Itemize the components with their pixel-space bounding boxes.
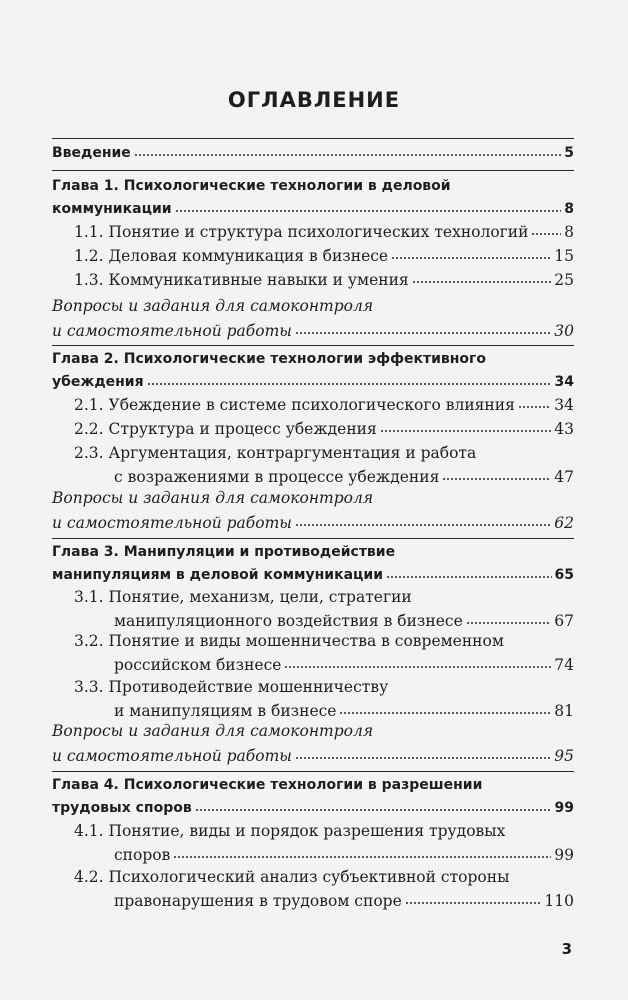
- dot-leader: [295, 330, 551, 336]
- entry-title: 1.1. Понятие и структура психологических технологий: [74, 223, 529, 241]
- entry-page: 67: [554, 612, 574, 630]
- entry-title: 2.3. Аргументация, контраргументация и работа: [74, 444, 477, 462]
- entry-title: 2.2. Структура и процесс убеждения: [74, 420, 377, 438]
- entry-page: 15: [554, 247, 574, 265]
- dot-leader: [134, 152, 561, 158]
- entry-page: 47: [554, 468, 574, 486]
- toc-entry-chapter-1[interactable]: [52, 176, 574, 220]
- dot-leader: [391, 255, 551, 261]
- entry-title: 2.1. Убеждение в системе психологического влияния: [74, 396, 515, 414]
- entry-title: Глава 4. Психологические технологии в разрешении: [52, 777, 483, 793]
- entry-page: 81: [554, 702, 574, 720]
- toc-entry-intro[interactable]: [52, 143, 574, 165]
- divider: [52, 170, 574, 171]
- entry-title: Глава 1. Психологические технологии в деловой: [52, 178, 451, 194]
- entry-page: 34: [554, 396, 574, 414]
- divider: [52, 138, 574, 139]
- entry-title: 3.3. Противодействие мошенничеству: [74, 678, 389, 696]
- toc-entry-questions-1[interactable]: [52, 296, 574, 344]
- entry-page: 8: [564, 223, 574, 241]
- entry-page: 65: [554, 567, 574, 583]
- entry-title: Вопросы и задания для самоконтроля: [52, 722, 374, 740]
- entry-title-cont: российском бизнесе: [114, 656, 282, 674]
- toc-entry-section-1-3[interactable]: [74, 270, 574, 292]
- divider: [52, 538, 574, 539]
- dot-leader: [195, 807, 552, 813]
- entry-page: 5: [564, 145, 574, 161]
- divider: [52, 771, 574, 772]
- toc-entry-section-3-1[interactable]: [74, 587, 574, 633]
- entry-page: 30: [554, 322, 574, 340]
- entry-title: 4.1. Понятие, виды и порядок разрешения трудовых: [74, 822, 506, 840]
- dot-leader: [442, 476, 551, 482]
- entry-page: 62: [554, 514, 574, 532]
- entry-title: 1.3. Коммуникативные навыки и умения: [74, 271, 409, 289]
- entry-title-cont: споров: [114, 846, 171, 864]
- toc-entry-questions-3[interactable]: [52, 721, 574, 769]
- entry-title: 1.2. Деловая коммуникация в бизнесе: [74, 247, 389, 265]
- toc-entry-section-4-2[interactable]: [74, 867, 574, 913]
- entry-page: 95: [554, 747, 574, 765]
- entry-title-cont: манипуляциям в деловой коммуникации: [52, 567, 384, 583]
- dot-leader: [518, 404, 551, 410]
- dot-leader: [295, 522, 551, 528]
- entry-page: 99: [554, 800, 574, 816]
- dot-leader: [284, 664, 551, 670]
- toc-entry-section-2-1[interactable]: [74, 395, 574, 417]
- entry-title-cont: и самостоятельной работы: [52, 514, 292, 532]
- toc-entry-section-3-2[interactable]: [74, 631, 574, 677]
- page-title: ОГЛАВЛЕНИЕ: [227, 88, 401, 112]
- entry-title-cont: и самостоятельной работы: [52, 322, 292, 340]
- toc-entry-section-4-1[interactable]: [74, 821, 574, 867]
- dot-leader: [466, 620, 552, 626]
- dot-leader: [380, 428, 552, 434]
- page-number: 3: [561, 940, 572, 958]
- entry-title-cont: убеждения: [52, 374, 144, 390]
- dot-leader: [295, 755, 551, 761]
- toc-entry-section-3-3[interactable]: [74, 677, 574, 723]
- entry-title-cont: трудовых споров: [52, 800, 192, 816]
- toc-entry-questions-2[interactable]: [52, 488, 574, 536]
- entry-page: 43: [554, 420, 574, 438]
- entry-title: 3.1. Понятие, механизм, цели, стратегии: [74, 588, 412, 606]
- entry-title-cont: с возражениями в процессе убеждения: [114, 468, 440, 486]
- dot-leader: [339, 710, 551, 716]
- dot-leader: [386, 574, 551, 580]
- entry-title: Вопросы и задания для самоконтроля: [52, 489, 374, 507]
- entry-page: 8: [564, 201, 574, 217]
- dot-leader: [173, 854, 551, 860]
- toc-entry-chapter-4[interactable]: [52, 775, 574, 819]
- entry-page: 99: [554, 846, 574, 864]
- entry-title: Вопросы и задания для самоконтроля: [52, 297, 374, 315]
- entry-title-cont: и самостоятельной работы: [52, 747, 292, 765]
- entry-page: 34: [554, 374, 574, 390]
- entry-title: 4.2. Психологический анализ субъективной стороны: [74, 868, 510, 886]
- dot-leader: [412, 279, 552, 285]
- dot-leader: [147, 381, 552, 387]
- dot-leader: [531, 231, 561, 237]
- entry-page: 74: [554, 656, 574, 674]
- divider: [52, 345, 574, 346]
- entry-title: Глава 2. Психологические технологии эффективного: [52, 351, 486, 367]
- toc-entry-chapter-3[interactable]: [52, 542, 574, 586]
- toc-entry-section-1-2[interactable]: [74, 246, 574, 268]
- entry-page: 25: [554, 271, 574, 289]
- toc-entry-chapter-2[interactable]: [52, 349, 574, 393]
- dot-leader: [175, 208, 562, 214]
- entry-title-cont: и манипуляциям в бизнесе: [114, 702, 337, 720]
- entry-title: Введение: [52, 145, 131, 161]
- entry-title-cont: правонарушения в трудовом споре: [114, 892, 402, 910]
- entry-title-cont: коммуникации: [52, 201, 172, 217]
- toc-entry-section-1-1[interactable]: [74, 222, 574, 244]
- toc-entry-section-2-2[interactable]: [74, 419, 574, 441]
- dot-leader: [405, 900, 542, 906]
- entry-title: Глава 3. Манипуляции и противодействие: [52, 544, 396, 560]
- entry-page: 110: [544, 892, 574, 910]
- entry-title-cont: манипуляционного воздействия в бизнесе: [114, 612, 463, 630]
- entry-title: 3.2. Понятие и виды мошенничества в современном: [74, 632, 504, 650]
- toc-entry-section-2-3[interactable]: [74, 443, 574, 489]
